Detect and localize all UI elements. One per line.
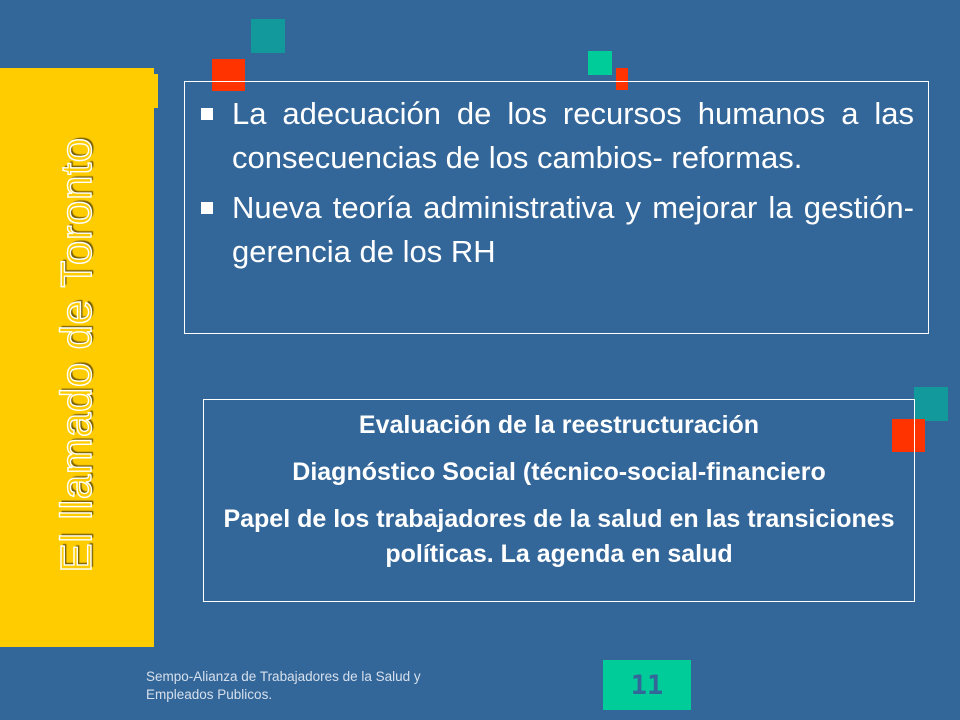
topic-diagnostico: Diagnóstico Social (técnico-social-financiero	[292, 458, 826, 486]
square-bullet-icon	[201, 202, 213, 214]
topics-box	[203, 399, 915, 602]
footer-organization: Sempo-Alianza de Trabajadores de la Salud y Empleados Publicos.	[146, 669, 421, 702]
bullet-text: Nueva teoría administrativa y mejorar la gestión- gerencia de los RH	[232, 190, 914, 269]
bullet-item	[199, 186, 914, 274]
bullet-text: La adecuación de los recursos humanos a las consecuencias de los cambios- reformas.	[232, 96, 914, 175]
decorative-square-teal	[251, 19, 285, 53]
sidebar-notch	[154, 74, 158, 108]
square-bullet-icon	[201, 108, 213, 120]
topic-evaluacion: Evaluación de la reestructuración	[358, 411, 760, 439]
decorative-square-mint	[588, 51, 612, 75]
bullet-list	[185, 82, 928, 274]
page-number: 11	[603, 660, 691, 710]
bullet-box	[184, 81, 929, 334]
decorative-square-teal-right	[914, 387, 948, 421]
slide-title: El llamado de Toronto	[52, 137, 101, 573]
topic-papel-trabajadores: Papel de los trabajadores de la salud en las transiciones políticas. La agenda en salud	[223, 505, 895, 568]
bullet-item	[199, 92, 914, 180]
